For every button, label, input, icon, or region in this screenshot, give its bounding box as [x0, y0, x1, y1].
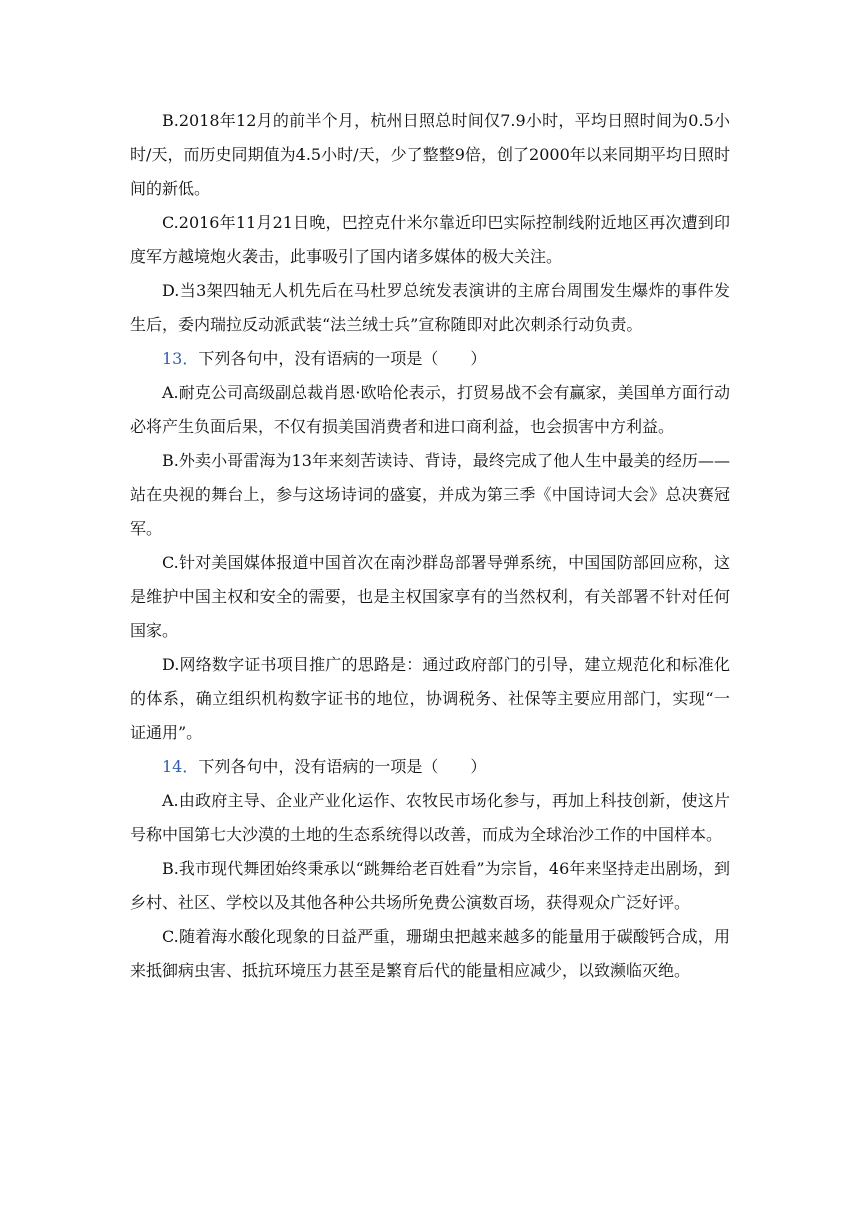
option-d-q13: D.网络数字证书项目推广的思路是：通过政府部门的引导，建立规范化和标准化的体系，确立组织机构数字证书的地位，协调税务、社保等主要应用部门，实现“一证通用”。 — [130, 655, 730, 742]
option-b-q12: B.2018年12月的前半个月，杭州日照总时间仅7.9小时，平均日照时间为0.5小时/天，而历史同期值为4.5小时/天，少了整整9倍，创了2000年以来同期平均日照时间的新低。 — [130, 111, 730, 198]
option-a-q14: A.由政府主导、企业产业化运作、农牧民市场化参与，再加上科技创新，使这片号称中国第七大沙漠的土地的生态系统得以改善，而成为全球治沙工作的中国样本。 — [130, 791, 730, 844]
option-b-q13: B.外卖小哥雷海为13年来刻苦读诗、背诗，最终完成了他人生中最美的经历——站在央视的舞台上，参与这场诗词的盛宴，并成为第三季《中国诗词大会》总决赛冠军。 — [130, 451, 730, 538]
question-13-stem: 下列各句中，没有语病的一项是（ ） — [198, 349, 487, 368]
option-c-q13: C.针对美国媒体报道中国首次在南沙群岛部署导弹系统，中国国防部回应称，这是维护中国主权和安全的需要，也是主权国家享有的当然权利，有关部署不针对任何国家。 — [130, 553, 730, 640]
question-14-stem: 下列各句中，没有语病的一项是（ ） — [198, 757, 487, 776]
option-d-q12: D.当3架四轴无人机先后在马杜罗总统发表演讲的主席台周围发生爆炸的事件发生后，委内瑞拉反动派武装“法兰绒士兵”宣称随即对此次刺杀行动负责。 — [130, 281, 730, 334]
option-a-q13: A.耐克公司高级副总裁肖恩·欧哈伦表示，打贸易战不会有赢家，美国单方面行动必将产生负面后果，不仅有损美国消费者和进口商利益，也会损害中方利益。 — [130, 383, 730, 436]
document-body — [130, 104, 730, 988]
option-c-q12: C.2016年11月21日晚，巴控克什米尔靠近印巴实际控制线附近地区再次遭到印度军方越境炮火袭击，此事吸引了国内诸多媒体的极大关注。 — [130, 213, 730, 266]
question-13-number: 13． — [162, 349, 199, 368]
question-14-number: 14． — [162, 757, 199, 776]
option-c-q14: C.随着海水酸化现象的日益严重，珊瑚虫把越来越多的能量用于碳酸钙合成，用来抵御病虫害、抵抗环境压力甚至是繁育后代的能量相应减少，以致濒临灭绝。 — [130, 927, 730, 980]
question-13 — [130, 342, 730, 376]
option-b-q14: B.我市现代舞团始终秉承以“跳舞给老百姓看”为宗旨，46年来坚持走出剧场，到乡村、社区、学校以及其他各种公共场所免费公演数百场，获得观众广泛好评。 — [130, 859, 730, 912]
question-14 — [130, 750, 730, 784]
